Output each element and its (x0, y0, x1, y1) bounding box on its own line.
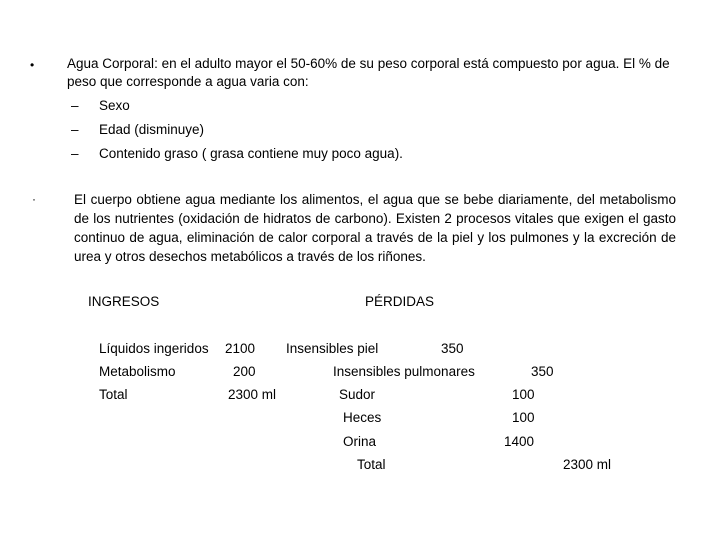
list-item-text: Contenido graso ( grasa contiene muy poco agua). (99, 146, 403, 161)
agua-corporal-label: Agua Corporal (67, 56, 155, 71)
dash-marker: – (71, 98, 79, 113)
ingresos-heading: INGRESOS (88, 294, 160, 309)
ingresos-value: 200 (233, 364, 256, 379)
agua-corporal-paragraph (67, 55, 682, 91)
perdidas-label: Orina (343, 434, 377, 449)
list-item-text: Sexo (99, 98, 130, 113)
agua-cuerpo-paragraph: El cuerpo obtiene agua mediante los alimentos, el agua que se bebe diariamente, del metabolismo de los nutrientes (oxidación de hidratos de carbono). Existen 2 procesos vitales que exigen el gasto continuo de agua, eliminación de calor corporal a través de la piel y los pulmones y la excreción de urea y otros desechos metabólicos a través de los riñones. (74, 192, 676, 264)
agua-corporal-text: : en el adulto mayor el 50-60% de su peso corporal está compuesto por agua. El % de peso que corresponde a agua varia con: (67, 56, 670, 89)
perdidas-label: Heces (343, 410, 382, 425)
list-item (71, 145, 403, 163)
perdidas-label: Total (357, 457, 386, 472)
ingresos-label: Total (99, 387, 128, 402)
dash-marker: – (71, 146, 79, 161)
perdidas-total-value: 2300 ml (563, 457, 612, 472)
bullet-2: · (32, 192, 36, 206)
perdidas-value: 350 (441, 341, 464, 356)
list-item (71, 97, 130, 115)
dash-marker: – (71, 122, 79, 137)
perdidas-value: 100 (512, 387, 535, 402)
perdidas-value: 350 (531, 364, 554, 379)
bullet-1: • (30, 58, 35, 72)
ingresos-label: Líquidos ingeridos (99, 341, 209, 356)
perdidas-label: Insensibles pulmonares (333, 364, 475, 379)
list-item (71, 121, 204, 139)
perdidas-label: Insensibles piel (286, 341, 379, 356)
perdidas-heading: PÉRDIDAS (365, 294, 435, 309)
list-item-text: Edad (disminuye) (99, 122, 205, 137)
ingresos-total-value: 2300 ml (228, 387, 277, 402)
perdidas-value: 1400 (504, 434, 535, 449)
ingresos-label: Metabolismo (99, 364, 176, 379)
ingresos-value: 2100 (225, 341, 256, 356)
perdidas-value: 100 (512, 410, 535, 425)
perdidas-label: Sudor (339, 387, 376, 402)
